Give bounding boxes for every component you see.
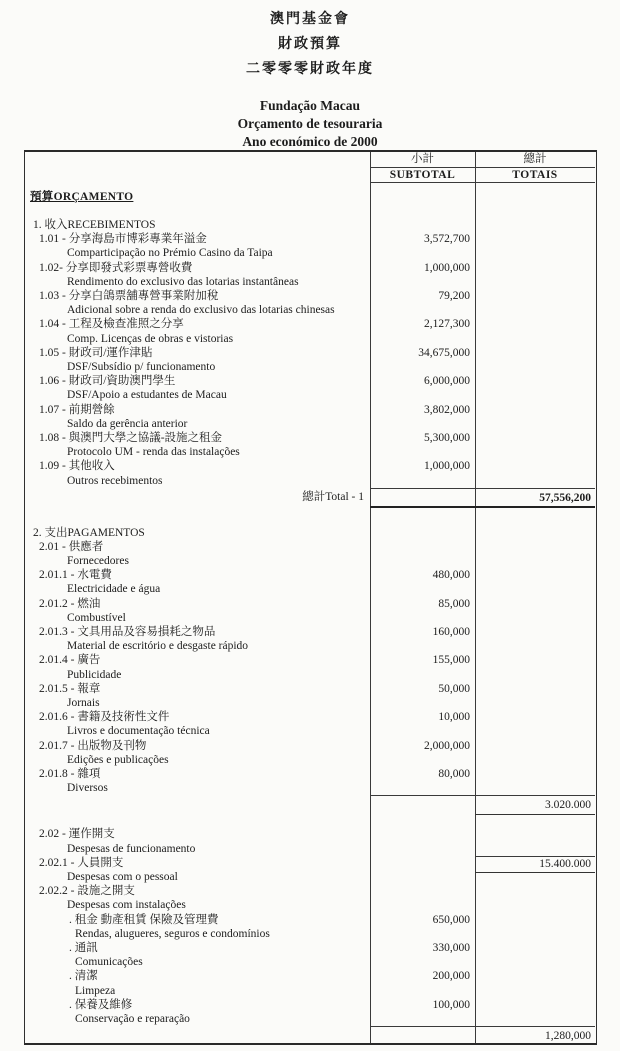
total-value <box>475 682 595 710</box>
header-row-zh <box>25 152 596 168</box>
item-labels <box>25 998 370 1026</box>
subtotal-value: 5,300,000 <box>424 431 470 444</box>
table-row <box>25 261 596 289</box>
item-labels <box>25 682 370 710</box>
subtotal-header-pt: SUBTOTAL <box>370 168 475 184</box>
total-value <box>475 289 595 317</box>
subtotal-rule-cell <box>370 1026 475 1045</box>
item-label-pt: Edições e publicações <box>67 753 169 766</box>
item-label-pt: Conservação e reparação <box>75 1012 190 1025</box>
total-value <box>475 232 595 260</box>
header-row-pt <box>25 168 596 184</box>
total-value <box>475 403 595 431</box>
subtotal-value: 100,000 <box>432 998 470 1011</box>
item-label-zh: 2.01.6 - 書籍及技術性文件 <box>39 711 170 724</box>
total-value <box>475 374 595 402</box>
item-label-pt: Limpeza <box>75 984 116 997</box>
table-row <box>25 998 596 1026</box>
total-value <box>475 540 595 568</box>
item-labels <box>25 969 370 997</box>
subtotal-rule-cell <box>370 488 475 508</box>
total-row <box>25 795 596 817</box>
item-labels <box>25 568 370 596</box>
table-row <box>25 682 596 710</box>
header-empty-cell <box>25 168 370 184</box>
subtotal-value <box>370 540 475 568</box>
item-label-zh: . 通訊 <box>69 941 98 954</box>
item-label-zh: 2.01 - 供應者 <box>39 540 104 553</box>
table-row <box>25 767 596 795</box>
subtotal-value <box>370 884 475 912</box>
total-value: 57,556,200 <box>475 488 595 508</box>
item-labels <box>25 317 370 345</box>
item-labels <box>25 913 370 941</box>
table-row <box>25 884 596 912</box>
spacer-row <box>25 206 596 218</box>
item-labels <box>25 374 370 402</box>
item-label-zh: . 租金 動產租賃 保險及管理費 <box>69 913 219 926</box>
doc-title-zh-3: 二零零零財政年度 <box>246 60 374 76</box>
item-label-zh: 2.01.8 - 雜項 <box>39 768 101 781</box>
item-labels <box>25 261 370 289</box>
total-value <box>475 568 595 596</box>
item-label-zh: 1.01 - 分享海島市博彩專業年溢金 <box>39 233 207 246</box>
table-header <box>25 152 596 183</box>
subtotal-value: 50,000 <box>438 682 470 695</box>
item-labels <box>25 459 370 487</box>
subtotal-value: 155,000 <box>432 654 470 667</box>
subtotal-value: 1,000,000 <box>424 261 470 274</box>
subtotal-value: 480,000 <box>432 569 470 582</box>
total-value <box>475 913 595 941</box>
subtotal-value: 650,000 <box>432 913 470 926</box>
subtotal-value <box>370 827 475 855</box>
item-label-pt: Despesas com o pessoal <box>67 871 178 883</box>
table-row <box>25 431 596 459</box>
subtotal-value <box>370 856 475 884</box>
total-value <box>475 739 595 767</box>
total-label: 總計Total - 1 <box>302 490 364 503</box>
item-labels <box>25 431 370 459</box>
item-label-pt: Rendimento do exclusivo das lotarias instantâneas <box>67 275 299 288</box>
doc-title-zh-2: 財政預算 <box>278 35 342 51</box>
subtotal-value: 3,572,700 <box>424 233 470 246</box>
item-label-pt: Adicional sobre a renda do exclusivo das lotarias chinesas <box>67 304 335 317</box>
subtotal-value: 330,000 <box>432 941 470 954</box>
table-body <box>25 218 596 1045</box>
item-label-zh: 1.03 - 分享白鴿票舖專營事業附加稅 <box>39 289 219 302</box>
item-labels <box>25 346 370 374</box>
total-value <box>475 625 595 653</box>
item-label-pt: Protocolo UM - renda das instalações <box>67 446 240 459</box>
subtotal-value: 85,000 <box>438 597 470 610</box>
item-labels <box>25 232 370 260</box>
item-label-pt: Comp. Licenças de obras e vistorias <box>67 332 234 345</box>
spacer-row <box>25 183 596 190</box>
item-labels <box>25 403 370 431</box>
item-labels <box>25 289 370 317</box>
subtotal-value: 34,675,000 <box>418 346 470 359</box>
table-row <box>25 856 596 884</box>
item-label-zh: 2.02.2 - 設施之開支 <box>39 885 135 898</box>
total-value: 3.020.000 <box>475 795 595 815</box>
total-value <box>475 827 595 855</box>
item-label-pt: Despesas de funcionamento <box>67 842 196 855</box>
budget-table <box>24 150 597 1045</box>
item-labels <box>25 653 370 681</box>
subtotal-value: 6,000,000 <box>424 375 470 388</box>
item-label-pt: DSF/Subsídio p/ funcionamento <box>67 360 216 373</box>
table-row <box>25 941 596 969</box>
table-row <box>25 374 596 402</box>
total-row <box>25 488 596 510</box>
total-value <box>475 346 595 374</box>
item-label-pt: Diversos <box>67 782 108 795</box>
item-labels <box>25 739 370 767</box>
table-row <box>25 625 596 653</box>
item-labels <box>25 597 370 625</box>
total-row <box>25 1026 596 1045</box>
doc-title-pt-1: Fundação Macau <box>259 98 361 113</box>
item-label-pt: DSF/Apoio a estudantes de Macau <box>67 389 227 402</box>
table-row <box>25 653 596 681</box>
item-labels <box>25 625 370 653</box>
subtotal-rule-cell <box>370 795 475 815</box>
table-row <box>25 459 596 487</box>
subtotal-header-zh: 小計 <box>370 152 475 168</box>
total-value <box>475 998 595 1026</box>
item-label-zh: 2.01.5 - 報章 <box>39 682 101 695</box>
subtotal-value: 79,200 <box>438 289 470 302</box>
item-label-zh: 2.01.1 - 水電費 <box>39 569 112 582</box>
subtotal-value: 2,127,300 <box>424 318 470 331</box>
section-heading: 1. 收入RECEBIMENTOS <box>33 219 156 231</box>
item-label-pt: Comparticipação no Prémio Casino da Taipa <box>67 247 273 260</box>
item-label-pt: Combustível <box>67 611 126 624</box>
section-heading: 2. 支出PAGAMENTOS <box>33 526 145 539</box>
table-row <box>25 827 596 855</box>
total-value <box>475 597 595 625</box>
budget-section-title-row <box>25 190 596 206</box>
item-label-pt: Jornais <box>67 697 100 710</box>
subtotal-value: 10,000 <box>438 711 470 724</box>
item-label-zh: 1.04 - 工程及檢查准照之分享 <box>39 318 184 331</box>
total-value <box>475 431 595 459</box>
section-row <box>25 218 596 232</box>
subtotal-value: 2,000,000 <box>424 739 470 752</box>
table-row <box>25 739 596 767</box>
total-value <box>475 710 595 738</box>
total-value <box>475 261 595 289</box>
item-label-pt: Despesas com instalações <box>67 899 186 912</box>
item-label-zh: 1.08 - 與澳門大學之協議-設施之租金 <box>39 431 223 444</box>
table-row <box>25 289 596 317</box>
total-value: 1,280,000 <box>475 1026 595 1045</box>
header-empty-cell <box>25 152 370 168</box>
table-row <box>25 317 596 345</box>
total-value: 15.400.000 <box>475 856 595 873</box>
item-labels <box>25 941 370 969</box>
table-row <box>25 540 596 568</box>
item-label-zh: 2.02 - 運作開支 <box>39 828 115 841</box>
item-label-pt: Publicidade <box>67 668 122 681</box>
subtotal-value: 160,000 <box>432 626 470 639</box>
subtotal-value: 200,000 <box>432 970 470 983</box>
table-row <box>25 597 596 625</box>
item-labels <box>25 856 370 884</box>
total-value <box>475 317 595 345</box>
total-value <box>475 459 595 487</box>
table-row <box>25 969 596 997</box>
total-value <box>475 653 595 681</box>
item-label-zh: 2.02.1 - 人員開支 <box>39 856 124 869</box>
item-label-zh: 2.01.4 - 廣告 <box>39 654 101 667</box>
doc-title-pt-3: Ano económico de 2000 <box>242 134 378 149</box>
spacer-row <box>25 510 596 526</box>
subtotal-value: 1,000,000 <box>424 460 470 473</box>
doc-title-zh-1: 澳門基金會 <box>270 10 350 26</box>
item-label-pt: Comunicações <box>75 956 143 969</box>
item-label-zh: 1.09 - 其他收入 <box>39 460 115 473</box>
item-label-zh: 1.05 - 財政司/運作津貼 <box>39 346 153 359</box>
item-labels <box>25 827 370 855</box>
subtotal-value: 3,802,000 <box>424 403 470 416</box>
item-labels <box>25 767 370 795</box>
spacer-row <box>25 817 596 827</box>
total-value <box>475 969 595 997</box>
item-labels <box>25 884 370 912</box>
total-value <box>475 884 595 912</box>
item-label-pt: Outros recebimentos <box>67 474 163 487</box>
total-value <box>475 767 595 795</box>
item-label-zh: 2.01.2 - 燃油 <box>39 597 101 610</box>
totals-header-pt: TOTAIS <box>475 168 595 184</box>
item-label-zh: 1.06 - 財政司/資助澳門學生 <box>39 375 176 388</box>
table-row <box>25 913 596 941</box>
item-label-pt: Livros e documentação técnica <box>67 725 210 738</box>
budget-section-title: 預算ORÇAMENTO <box>30 191 134 203</box>
table-row <box>25 710 596 738</box>
section-row <box>25 526 596 540</box>
item-label-zh: 1.07 - 前期營餘 <box>39 403 115 416</box>
table-row <box>25 403 596 431</box>
item-label-pt: Material de escritório e desgaste rápido <box>67 640 249 653</box>
item-labels <box>25 710 370 738</box>
table-row <box>25 232 596 260</box>
total-value <box>475 941 595 969</box>
item-labels <box>25 540 370 568</box>
item-label-zh: . 清潔 <box>69 970 98 983</box>
subtotal-value: 80,000 <box>438 768 470 781</box>
item-label-zh: 2.01.7 - 出版物及刊物 <box>39 739 147 752</box>
item-label-zh: 1.02- 分享即發式彩票專營收費 <box>39 261 193 274</box>
item-label-pt: Electricidade e água <box>67 583 161 596</box>
item-label-pt: Saldo da gerência anterior <box>67 417 188 430</box>
item-label-zh: 2.01.3 - 文具用品及容易損耗之物品 <box>39 626 216 639</box>
table-row <box>25 568 596 596</box>
item-label-pt: Fornecedores <box>67 555 129 568</box>
item-label-pt: Rendas, alugueres, seguros e condomínios <box>75 927 270 940</box>
totals-header-zh: 總計 <box>475 152 595 168</box>
item-label-zh: . 保養及維修 <box>69 998 133 1011</box>
table-row <box>25 346 596 374</box>
doc-title-pt-2: Orçamento de tesouraria <box>237 116 383 131</box>
